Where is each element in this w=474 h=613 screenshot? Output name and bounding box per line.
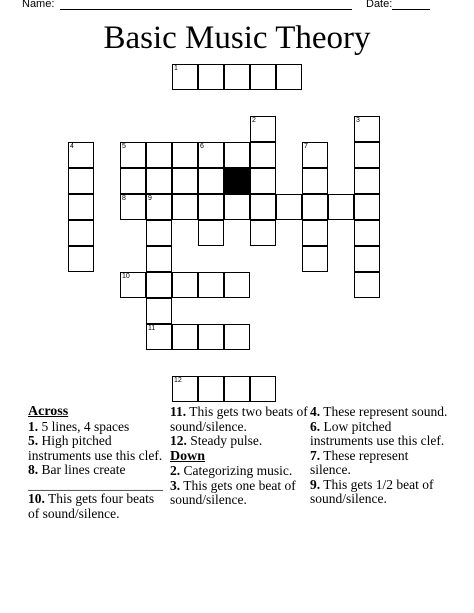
- answer-cell[interactable]: [68, 220, 94, 246]
- clue-item: [28, 434, 168, 463]
- answer-cell[interactable]: [224, 142, 250, 168]
- answer-cell[interactable]: [302, 142, 328, 168]
- clue-text: This gets four beats of sound/silence.: [28, 491, 155, 521]
- answer-cell[interactable]: [250, 194, 276, 220]
- answer-cell[interactable]: [172, 376, 198, 402]
- answer-cell[interactable]: [198, 220, 224, 246]
- answer-cell[interactable]: [120, 142, 146, 168]
- answer-cell[interactable]: [198, 168, 224, 194]
- answer-cell[interactable]: [172, 272, 198, 298]
- answer-cell[interactable]: [354, 272, 380, 298]
- clue-number: 4.: [310, 404, 321, 419]
- clue-item: [170, 464, 310, 479]
- clue-number: 12: [174, 377, 182, 384]
- answer-cell[interactable]: [146, 298, 172, 324]
- answer-cell[interactable]: [120, 194, 146, 220]
- answer-cell[interactable]: [276, 194, 302, 220]
- clue-number: 11: [148, 325, 156, 332]
- across-heading: Across: [28, 404, 69, 419]
- clue-item: [170, 434, 310, 449]
- clue-item: [170, 479, 310, 508]
- clue-text: This gets one beat of sound/silence.: [170, 477, 296, 507]
- clue-number: 3.: [170, 477, 181, 493]
- clue-number: 1.: [28, 418, 39, 434]
- clue-item: [310, 420, 450, 449]
- clue-number: 10: [122, 273, 130, 280]
- clue-number: 7: [304, 143, 308, 150]
- clue-number: 12.: [170, 433, 187, 448]
- clue-number: 5.: [28, 433, 39, 448]
- answer-cell[interactable]: [250, 168, 276, 194]
- clue-number: 7.: [310, 447, 321, 463]
- answer-cell[interactable]: [354, 220, 380, 246]
- down-heading: Down: [170, 448, 206, 464]
- clue-text: Categorizing music.: [180, 463, 293, 478]
- name-label: Name:: [22, 0, 55, 10]
- answer-cell[interactable]: [354, 168, 380, 194]
- clue-column-1: [28, 405, 168, 521]
- answer-cell[interactable]: [198, 64, 224, 90]
- clue-text: These represent silence.: [310, 447, 409, 477]
- clue-number: 8: [122, 195, 126, 202]
- answer-cell[interactable]: [172, 324, 198, 350]
- answer-cell[interactable]: [120, 168, 146, 194]
- answer-cell[interactable]: [250, 142, 276, 168]
- clue-item: [170, 405, 310, 434]
- clue-number: 8.: [28, 462, 39, 477]
- clue-item: [310, 478, 450, 507]
- answer-cell[interactable]: [68, 194, 94, 220]
- answer-cell[interactable]: [198, 272, 224, 298]
- answer-cell[interactable]: [198, 324, 224, 350]
- answer-cell[interactable]: [146, 168, 172, 194]
- clue-number: 1: [174, 65, 178, 72]
- answer-cell[interactable]: [198, 142, 224, 168]
- clue-number: 11.: [170, 404, 187, 419]
- clue-item: [310, 449, 450, 478]
- answer-cell[interactable]: [68, 142, 94, 168]
- page-title: Basic Music Theory: [103, 20, 371, 56]
- clue-number: 3: [356, 117, 360, 124]
- clue-number: 6.: [310, 418, 321, 434]
- answer-cell[interactable]: [146, 246, 172, 272]
- answer-cell[interactable]: [198, 194, 224, 220]
- answer-cell[interactable]: [224, 194, 250, 220]
- clue-item: [28, 492, 168, 521]
- answer-cell[interactable]: [302, 194, 328, 220]
- answer-cell[interactable]: [250, 376, 276, 402]
- answer-cell[interactable]: [354, 246, 380, 272]
- answer-cell[interactable]: [276, 64, 302, 90]
- answer-cell[interactable]: [224, 272, 250, 298]
- clue-number: 10.: [28, 491, 45, 506]
- answer-cell[interactable]: [172, 64, 198, 90]
- answer-cell[interactable]: [302, 168, 328, 194]
- clue-column-3: [310, 405, 450, 507]
- answer-cell[interactable]: [146, 324, 172, 350]
- answer-cell[interactable]: [354, 116, 380, 142]
- answer-cell[interactable]: [146, 194, 172, 220]
- answer-cell[interactable]: [250, 220, 276, 246]
- answer-cell[interactable]: [172, 194, 198, 220]
- answer-cell[interactable]: [198, 376, 224, 402]
- clue-number: 2.: [170, 463, 181, 478]
- answer-cell[interactable]: [302, 220, 328, 246]
- clue-text: Bar lines create ____________________: [28, 462, 163, 492]
- clue-item: [310, 405, 450, 420]
- answer-cell[interactable]: [250, 116, 276, 142]
- clue-number: 2: [252, 117, 256, 124]
- answer-cell[interactable]: [172, 142, 198, 168]
- answer-cell[interactable]: [328, 194, 354, 220]
- clue-text: High pitched instruments use this clef.: [28, 433, 163, 463]
- clue-text: Low pitched instruments use this clef.: [310, 418, 445, 448]
- answer-cell[interactable]: [224, 324, 250, 350]
- clue-text: This gets 1/2 beat of sound/silence.: [310, 476, 434, 506]
- answer-cell[interactable]: [302, 246, 328, 272]
- answer-cell[interactable]: [68, 246, 94, 272]
- clue-number: 9: [148, 195, 152, 202]
- clue-text: 5 lines, 4 spaces: [38, 418, 130, 434]
- answer-cell[interactable]: [146, 272, 172, 298]
- clue-item: [28, 420, 168, 435]
- answer-cell[interactable]: [68, 168, 94, 194]
- clue-number: 6: [200, 143, 204, 150]
- answer-cell[interactable]: [354, 194, 380, 220]
- clue-text: Steady pulse.: [186, 433, 263, 448]
- blocked-cell: [224, 168, 250, 194]
- clue-number: 9.: [310, 476, 321, 492]
- answer-cell[interactable]: [354, 142, 380, 168]
- answer-cell[interactable]: [224, 64, 250, 90]
- answer-cell[interactable]: [172, 168, 198, 194]
- clue-item: [28, 463, 168, 492]
- date-label: Date:: [366, 0, 393, 10]
- clue-text: This gets two beats of sound/silence.: [170, 404, 308, 434]
- clue-number: 5: [122, 143, 126, 150]
- answer-cell[interactable]: [146, 142, 172, 168]
- answer-cell[interactable]: [146, 220, 172, 246]
- answer-cell[interactable]: [120, 272, 146, 298]
- clue-text: These represent sound.: [320, 404, 448, 419]
- answer-cell[interactable]: [250, 64, 276, 90]
- clue-column-2: [170, 405, 310, 508]
- answer-cell[interactable]: [224, 376, 250, 402]
- clue-number: 4: [70, 143, 74, 150]
